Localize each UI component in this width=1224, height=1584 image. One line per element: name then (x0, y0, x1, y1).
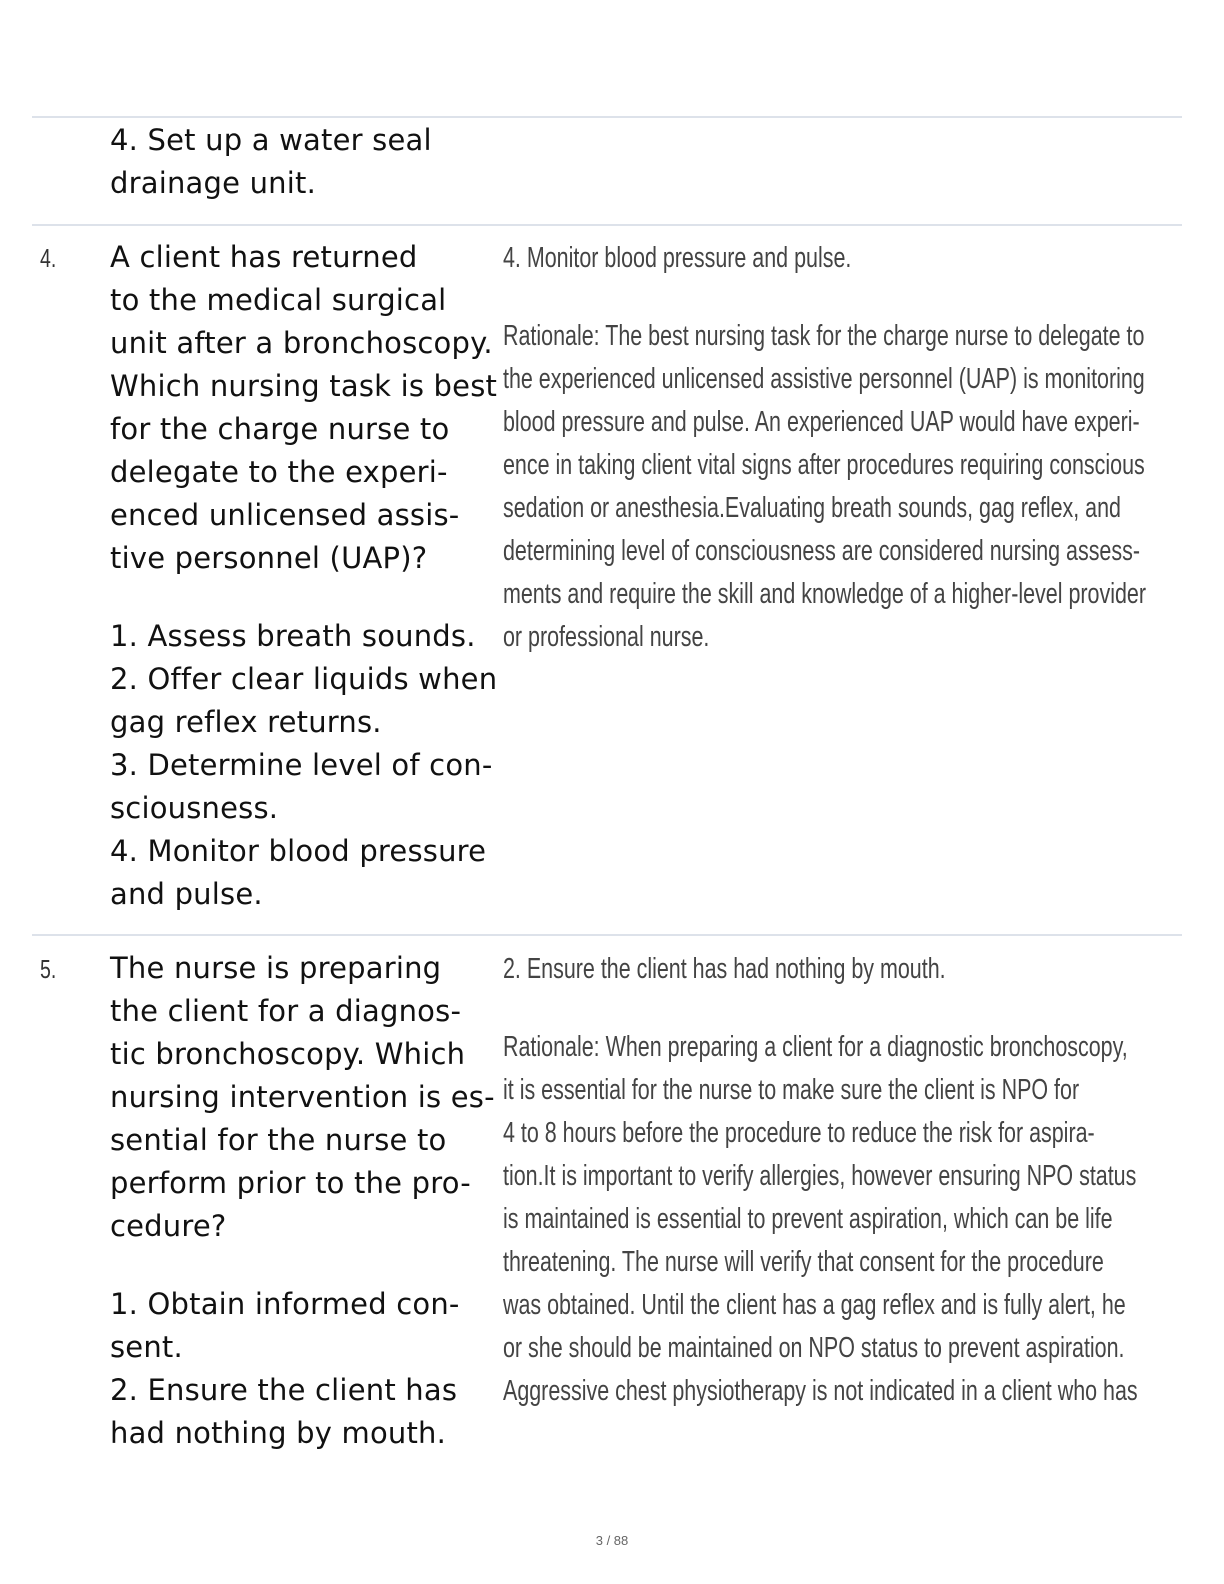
row-divider-top (32, 116, 1182, 118)
option-line: had nothing by mouth. (110, 1416, 447, 1450)
question-number-4: 4. (40, 243, 57, 273)
rationale-line: is maintained is essential to prevent aspiration, which can be life (503, 1203, 1113, 1235)
question-line: delegate to the experi- (110, 455, 448, 489)
question-line: A client has returned (110, 240, 418, 274)
question-5-block (110, 947, 502, 1455)
rationale-line: or professional nurse. (503, 621, 710, 653)
option-line: 1. Obtain informed con- (110, 1287, 460, 1321)
option-line: 3. Determine level of con- (110, 748, 493, 782)
question-line: to the medical surgical (110, 283, 447, 317)
option-line: sciousness. (110, 791, 279, 825)
rationale-line: ments and require the skill and knowledge of a higher-level provider (503, 578, 1146, 610)
question-line: Which nursing task is best (110, 369, 498, 403)
rationale-line: threatening. The nurse will verify that consent for the procedure (503, 1246, 1104, 1278)
option-line: 4. Set up a water seal (110, 123, 432, 157)
question-4-block (110, 236, 502, 916)
option-line: gag reflex returns. (110, 705, 382, 739)
rationale-line: the experienced unlicensed assistive personnel (UAP) is monitoring (503, 363, 1145, 395)
question-number-5: 5. (40, 954, 57, 984)
question-line: enced unlicensed assis- (110, 498, 460, 532)
rationale-line: Aggressive chest physiotherapy is not indicated in a client who has (503, 1375, 1138, 1407)
rationale-line: Rationale: When preparing a client for a diagnostic bronchoscopy, (503, 1031, 1128, 1063)
rationale-line: sedation or anesthesia.Evaluating breath sounds, gag reflex, and (503, 492, 1121, 524)
question-line: sential for the nurse to (110, 1123, 447, 1157)
answer-4-block (503, 237, 1158, 659)
option-line: 1. Assess breath sounds. (110, 619, 476, 653)
question-line: nursing intervention is es- (110, 1080, 495, 1114)
page-number: 3 / 88 (595, 1533, 629, 1548)
answer-5-block (503, 948, 1158, 1413)
option-line: 4. Monitor blood pressure (110, 834, 487, 868)
question-line: cedure? (110, 1209, 227, 1243)
rationale-line: tion.It is important to verify allergies, however ensuring NPO status (503, 1160, 1137, 1192)
option-line: drainage unit. (110, 166, 316, 200)
option-line: 2. Ensure the client has (110, 1373, 458, 1407)
option-line: sent. (110, 1330, 183, 1364)
question-line: tive personnel (UAP)? (110, 541, 428, 575)
option-line: 2. Offer clear liquids when (110, 662, 498, 696)
question-line: The nurse is preparing (110, 951, 442, 985)
row-divider-q4 (32, 224, 1182, 226)
rationale-line: ence in taking client vital signs after procedures requiring conscious (503, 449, 1145, 481)
question-line: the client for a diagnos- (110, 994, 462, 1028)
rationale-line: or she should be maintained on NPO status to prevent aspiration. (503, 1332, 1125, 1364)
question-line: for the charge nurse to (110, 412, 450, 446)
answer-line: 4. Monitor blood pressure and pulse. (503, 242, 852, 274)
answer-line: 2. Ensure the client has had nothing by mouth. (503, 953, 946, 985)
rationale-line: it is essential for the nurse to make sure the client is NPO for (503, 1074, 1080, 1106)
row-divider-q5 (32, 934, 1182, 936)
rationale-line: 4 to 8 hours before the procedure to reduce the risk for aspira- (503, 1117, 1095, 1149)
question-line: tic bronchoscopy. Which (110, 1037, 466, 1071)
rationale-line: determining level of consciousness are considered nursing assess- (503, 535, 1140, 567)
rationale-line: Rationale: The best nursing task for the charge nurse to delegate to (503, 320, 1145, 352)
question-line: perform prior to the pro- (110, 1166, 471, 1200)
rationale-line: blood pressure and pulse. An experienced UAP would have experi- (503, 406, 1140, 438)
question-line: unit after a bronchoscopy. (110, 326, 493, 360)
rationale-line: was obtained. Until the client has a gag reflex and is fully alert, he (503, 1289, 1126, 1321)
option-line: and pulse. (110, 877, 263, 911)
previous-question-continuation (110, 119, 502, 205)
